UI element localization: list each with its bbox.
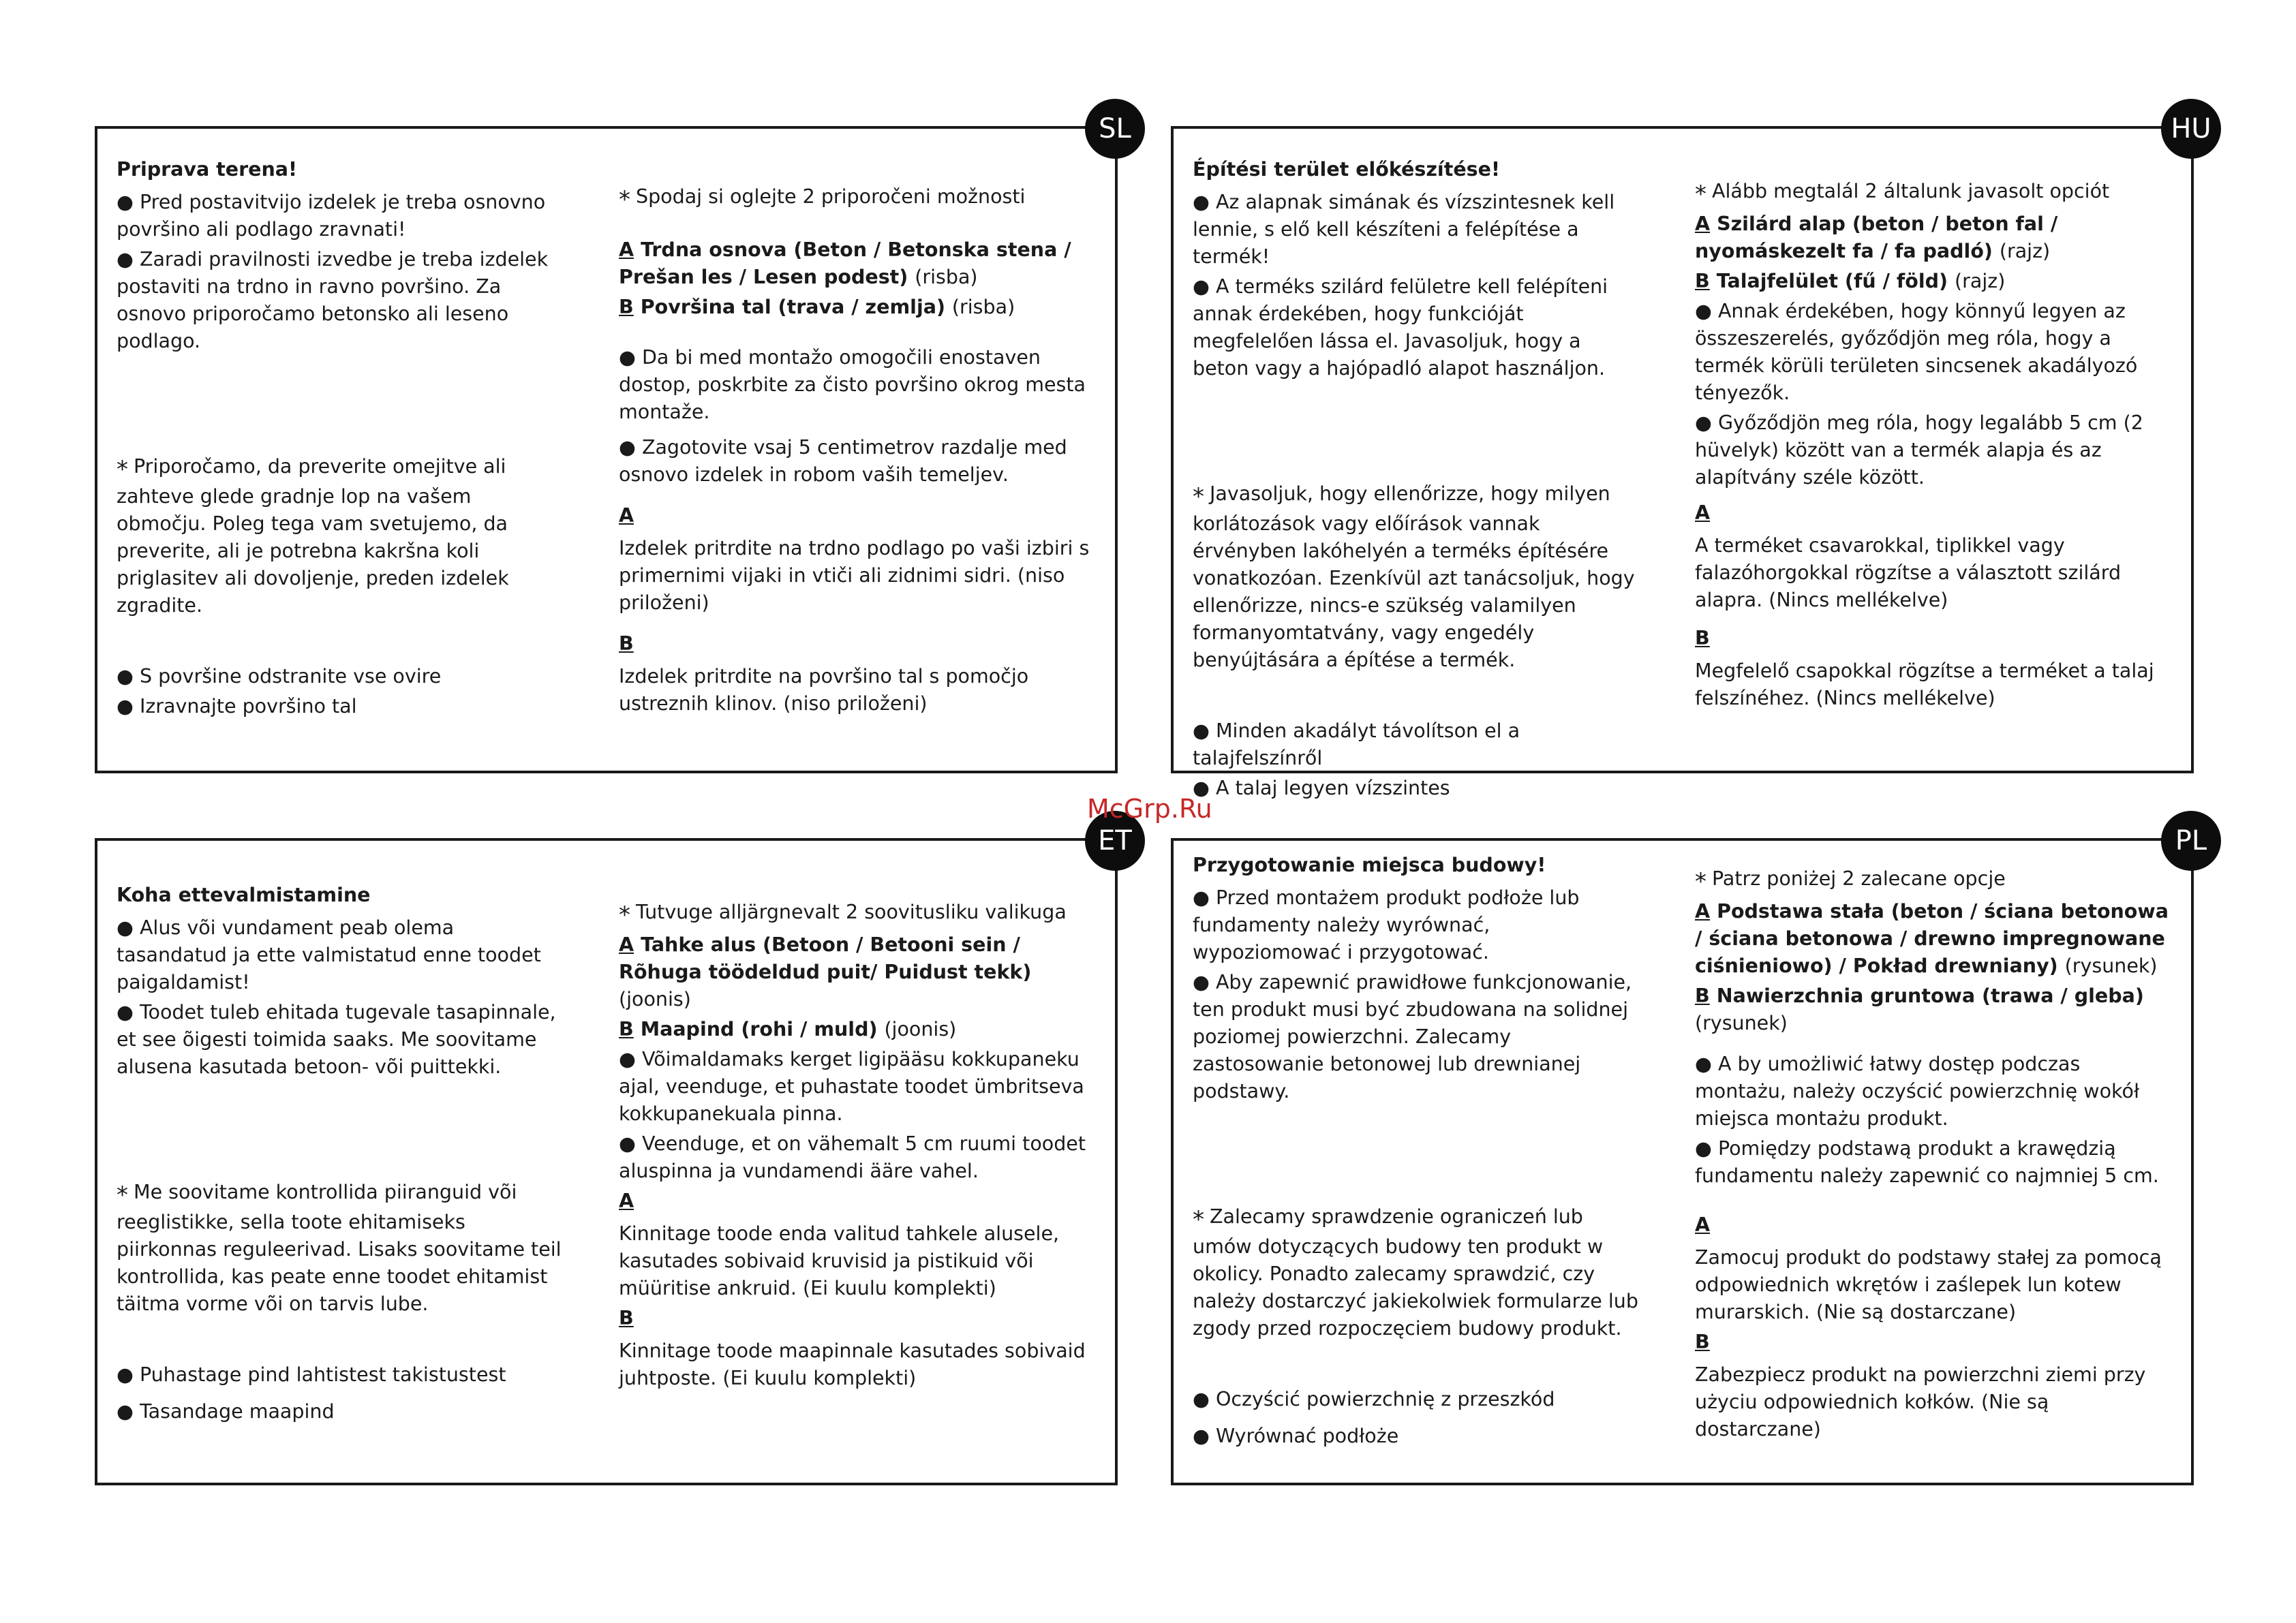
panel-sl (95, 113, 1131, 773)
sl-title: Priprava terena! (117, 158, 297, 181)
hu-a-text: A terméket csavarokkal, tiplikkel vagy falazóhorgokkal rögzítse a választott szilárd alapra. (Nincs mellékelve) (1695, 534, 2122, 611)
pl-prep-2: ● Wyrównać podłoże (1193, 1425, 1399, 1447)
asterisk-icon: * (1695, 868, 1706, 895)
et-b-letter: B (619, 1307, 634, 1329)
sl-note-2: ● Zagotovite vsaj 5 centimetrov razdalje med osnovo izdelek in robom vaših temeljev. (619, 436, 1067, 486)
pl-regulation: * Zalecamy sprawdzenie ograniczeń lub umów dotyczących budowy ten produkt w okolicy. Ponadto zalecamy sprawdzić, czy należy dostarczyć jakiekolwiek formularze lub zgody przed rozpoczęciem budowy produkt. (1193, 1205, 1638, 1340)
hu-prep-1: ● Minden akadályt távolítson el a talajfelszínről (1193, 720, 1520, 769)
asterisk-icon: * (117, 1181, 128, 1209)
sl-right-column (619, 183, 1096, 720)
sl-b-letter: B (619, 632, 634, 655)
et-note-1: ● Võimaldamaks kerget ligipääsu kokkupaneku ajal, veenduge, et puhastate toodet ümbritseva kokkupanekuala pinna. (619, 1048, 1084, 1125)
hu-note-2: ● Győződjön meg róla, hogy legalább 5 cm (2 hüvelyk) között van a termék alapja és az alapítvány széle között. (1695, 412, 2143, 489)
et-intro-1: ● Alus või vundament peab olema tasandatud ja ette valmistatud enne toodet paigaldamist! (117, 916, 541, 993)
language-badge-pl: PL (2161, 811, 2221, 871)
sl-regulation: * Priporočamo, da preverite omejitve ali zahteve glede gradnje lop na vašem območju. Poleg tega vam svetujemo, da preverite, ali je potrebna kakršna koli priglasitev ali dovoljenje, preden izdelek zgradite. (117, 455, 509, 617)
pl-a-text: Zamocuj produkt do podstawy stałej za pomocą odpowiednich wkrętów i zaślepek lun kotew murarskich. (Nie są dostarczane) (1695, 1246, 2162, 1323)
et-options-intro: * Tutvuge alljärgnevalt 2 soovitusliku valikuga (619, 901, 1067, 929)
watermark: McGrp.Ru (1087, 794, 1212, 824)
pl-left-column (1193, 852, 1642, 1453)
pl-right-column (1695, 865, 2172, 1446)
sl-options-intro: * Spodaj si oglejte 2 priporočeni možnosti (619, 185, 1026, 213)
sl-intro-1: ● Pred postavitvijo izdelek je treba osnovno površino ali podlago zravnati! (117, 191, 546, 241)
hu-b-text: Megfelelő csapokkal rögzítse a terméket a talaj felszínéhez. (Nincs mellékelve) (1695, 660, 2154, 709)
pl-note-1: ● A by umożliwić łatwy dostęp podczas montażu, należy oczyścić powierzchnię wokół miejsca montażu produkt. (1695, 1053, 2140, 1130)
hu-options-intro: * Alább megtalál 2 általunk javasolt opciót (1695, 180, 2110, 208)
sl-option-a: A Trdna osnova (Beton / Betonska stena / Prešan les / Lesen podest) (risba) (619, 238, 1071, 288)
language-badge-et: ET (1085, 811, 1145, 871)
pl-intro-2: ● Aby zapewnić prawidłowe funkcjonowanie, ten produkt musi być zbudowana na solidnej poziomej powierzchni. Zalecamy zastosowanie betonowej lub drewnianej podstawy. (1193, 971, 1632, 1102)
asterisk-icon: * (1193, 483, 1204, 510)
hu-regulation: * Javasoljuk, hogy ellenőrizze, hogy milyen korlátozások vagy előírások vannak érvényben lakóhelyén a terméks építésére vonatkozóan. Ezenkívül azt tanácsoljuk, hogy ellenőrizze, nincs-e szükség valamilyen formanyomtatvány, vagy engedély benyújtására a építése a termék. (1193, 482, 1635, 671)
pl-option-a: A Podstawa stała (beton / ściana betonowa / ściana betonowa / drewno impregnowane ciśnieniowo) / Pokład drewniany) (rysunek) (1695, 900, 2169, 977)
asterisk-icon: * (619, 186, 630, 213)
hu-left-column (1193, 156, 1642, 805)
sl-intro-2: ● Zaradi pravilnosti izvedbe je treba izdelek postaviti na trdno in ravno površino. Za osnovo priporočamo betonsko ali leseno podlago. (117, 248, 549, 352)
asterisk-icon: * (117, 456, 128, 483)
et-a-letter: A (619, 1190, 634, 1212)
pl-note-2: ● Pomiędzy podstawą produkt a krawędzią fundamentu należy zapewnić co najmniej 5 cm. (1695, 1137, 2159, 1187)
et-a-text: Kinnitage toode enda valitud tahkele alusele, kasutades sobivaid kruvisid ja pistikuid või müüritise ankruid. (Ei kuulu komplekti) (619, 1222, 1060, 1299)
pl-intro-1: ● Przed montażem produkt podłoże lub fundamenty należy wyrównać, wypoziomować i przygotować. (1193, 886, 1580, 963)
language-badge-hu: HU (2161, 99, 2221, 159)
panel-pl (1171, 825, 2207, 1485)
asterisk-icon: * (1695, 181, 1706, 208)
hu-note-1: ● Annak érdekében, hogy könnyű legyen az összeszerelés, győződjön meg róla, hogy a termék körüli területen sincsenek akadályozó tényezők. (1695, 300, 2138, 404)
pl-options-intro: * Patrz poniżej 2 zalecane opcje (1695, 867, 2006, 895)
language-badge-sl: SL (1085, 99, 1145, 159)
et-intro-2: ● Toodet tuleb ehitada tugevale tasapinnale, et see õigesti toimida saaks. Me soovitame alusena kasutada betoon- või puittekki. (117, 1001, 556, 1078)
panel-hu (1171, 113, 2211, 799)
pl-b-letter: B (1695, 1331, 1710, 1353)
pl-option-b: B Nawierzchnia gruntowa (trawa / gleba) (rysunek) (1695, 985, 2144, 1034)
hu-prep-2: ● A talaj legyen vízszintes (1193, 777, 1450, 799)
hu-title: Építési terület előkészítése! (1193, 158, 1500, 181)
pl-prep-1: ● Oczyścić powierzchnię z przeszkód (1193, 1388, 1555, 1410)
hu-right-column (1695, 178, 2172, 715)
pl-a-letter: A (1695, 1214, 1711, 1236)
sl-a-text: Izdelek pritrdite na trdno podlago po vaši izbiri s primernimi vijaki in vtiči ali zidnimi sidri. (niso priloženi) (619, 537, 1090, 614)
sl-prep-1: ● S površine odstranite vse ovire (117, 665, 442, 687)
asterisk-icon: * (1193, 1206, 1204, 1233)
et-regulation: * Me soovitame kontrollida piiranguid või reeglistikke, sella toote ehitamiseks piirkonnas reguleerivad. Lisaks soovitame teil kontrollida, kas peate enne toodet ehitamist täitma vorme või on tarvis lube. (117, 1181, 562, 1315)
panel-et (95, 825, 1132, 1485)
hu-a-letter: A (1695, 501, 1711, 524)
sl-b-text: Izdelek pritrdite na površino tal s pomočjo ustreznih klinov. (niso priloženi) (619, 665, 1029, 715)
sl-prep-2: ● Izravnajte površino tal (117, 695, 357, 717)
hu-intro-1: ● Az alapnak simának és vízszintesnek kell lennie, s elő kell készíteni a felépítése a termék! (1193, 191, 1615, 268)
et-option-a: A Tahke alus (Betoon / Betooni sein / Rõhuga töödeldud puit/ Puidust tekk) (joonis) (619, 933, 1032, 1010)
et-option-b: B Maapind (rohi / muld) (joonis) (619, 1018, 957, 1040)
hu-b-letter: B (1695, 627, 1710, 649)
sl-option-b: B Površina tal (trava / zemlja) (risba) (619, 296, 1015, 318)
et-note-2: ● Veenduge, et on vähemalt 5 cm ruumi toodet aluspinna ja vundamendi ääre vahel. (619, 1132, 1086, 1182)
et-b-text: Kinnitage toode maapinnale kasutades sobivaid juhtposte. (Ei kuulu komplekti) (619, 1340, 1086, 1389)
hu-option-b: B Talajfelület (fű / föld) (rajz) (1695, 270, 2006, 292)
et-right-column (619, 899, 1096, 1395)
sl-left-column (117, 156, 566, 723)
hu-intro-2: ● A terméks szilárd felületre kell felépíteni annak érdekében, hogy funkcióját megfelelően lássa el. Javasoljuk, hogy a beton vagy a hajópadló alapot használjon. (1193, 275, 1608, 380)
asterisk-icon: * (619, 901, 630, 929)
pl-title: Przygotowanie miejsca budowy! (1193, 854, 1546, 876)
et-left-column (117, 882, 566, 1428)
sl-note-1: ● Da bi med montažo omogočili enostaven dostop, poskrbite za čisto površino okrog mesta montaže. (619, 346, 1086, 423)
pl-b-text: Zabezpiecz produkt na powierzchni ziemi przy użyciu odpowiednich kołków. (Nie są dostarczane) (1695, 1363, 2146, 1440)
et-prep-1: ● Puhastage pind lahtistest takistustest (117, 1363, 506, 1386)
et-title: Koha ettevalmistamine (117, 884, 371, 906)
et-prep-2: ● Tasandage maapind (117, 1400, 335, 1423)
sl-a-letter: A (619, 504, 634, 527)
hu-option-a: A Szilárd alap (beton / beton fal / nyomáskezelt fa / fa padló) (rajz) (1695, 213, 2058, 262)
